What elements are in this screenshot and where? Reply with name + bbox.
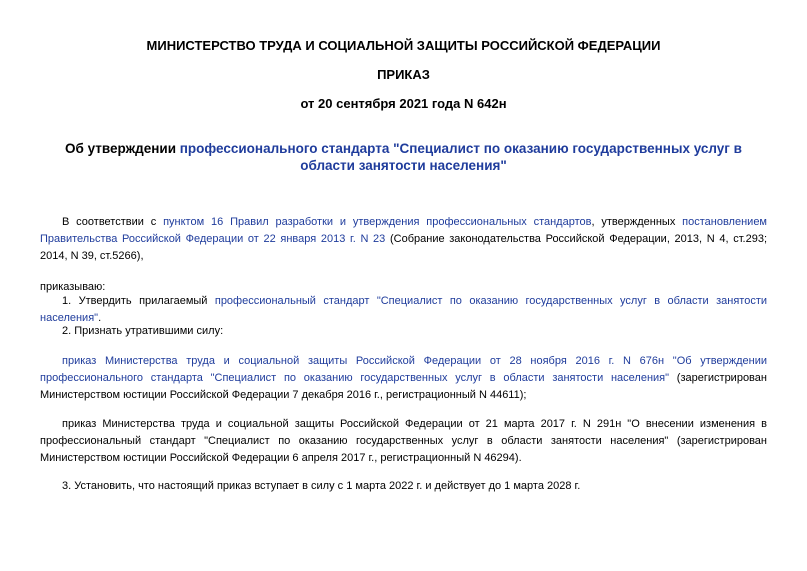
item-2-paragraph: 2. Признать утратившими силу: — [62, 325, 224, 337]
standard-link[interactable]: профессиональный стандарт "Специалист по оказанию государственных услуг в области занятости населения" — [40, 295, 767, 324]
order-676n-link[interactable]: приказ Министерства труда и социальной защиты Российской Федерации от 28 ноября 2016 г. N 676н "Об утверждении профессионального стандарта "Специалист по оказанию государственных услуг в области занятости населения" — [40, 355, 767, 384]
item-1-text-1: 1. Утвердить прилагаемый — [62, 295, 215, 307]
basis-paragraph — [40, 214, 767, 265]
title-standard-link[interactable]: профессионального стандарта "Специалист по оказанию государственных услуг в области занятости населения" — [179, 141, 742, 173]
order-date: от 20 сентября 2021 года N 642н — [300, 96, 507, 111]
repeal-2-paragraph: приказ Министерства труда и социальной защиты Российской Федерации от 21 марта 2017 г. N 291н "О внесении изменения в профессиональный стандарт "Специалист по оказанию государственных услуг в области занятости населения" (зарегистрирован Министерством юстиции Российской Федерации 6 апреля 2017 г., регистрационный N 46294). — [40, 418, 767, 464]
item-3-paragraph: 3. Установить, что настоящий приказ вступает в силу с 1 марта 2022 г. и действует до 1 марта 2028 г. — [62, 480, 581, 492]
item-1-paragraph — [40, 293, 767, 327]
basis-text-2: , утвержденных — [591, 216, 683, 228]
rules-point-16-link[interactable]: пунктом 16 Правил разработки и утверждения профессиональных стандартов — [163, 216, 592, 228]
order-heading: ПРИКАЗ — [377, 67, 430, 82]
title-prefix: Об утверждении — [65, 141, 180, 156]
basis-text-3: (Собрание законодательства Российской Федерации, 2013, N 4, ст.293; 2014, N 39, ст.5266), — [40, 233, 768, 262]
item-1-text-2: . — [98, 312, 102, 324]
orders-paragraph: приказываю: — [40, 281, 106, 293]
repeal-1-text: (зарегистрирован Министерством юстиции Российской Федерации 7 декабря 2016 г., регистрационный N 44611); — [40, 372, 767, 401]
basis-text-1: В соответствии с — [62, 216, 164, 228]
document-page — [40, 0, 767, 571]
government-decree-link[interactable]: постановлением Правительства Российской Федерации от 22 января 2013 г. N 23 — [40, 216, 767, 245]
document-title — [40, 140, 767, 174]
repeal-1-paragraph — [40, 353, 767, 404]
ministry-heading: МИНИСТЕРСТВО ТРУДА И СОЦИАЛЬНОЙ ЗАЩИТЫ РОССИЙСКОЙ ФЕДЕРАЦИИ — [146, 38, 661, 53]
